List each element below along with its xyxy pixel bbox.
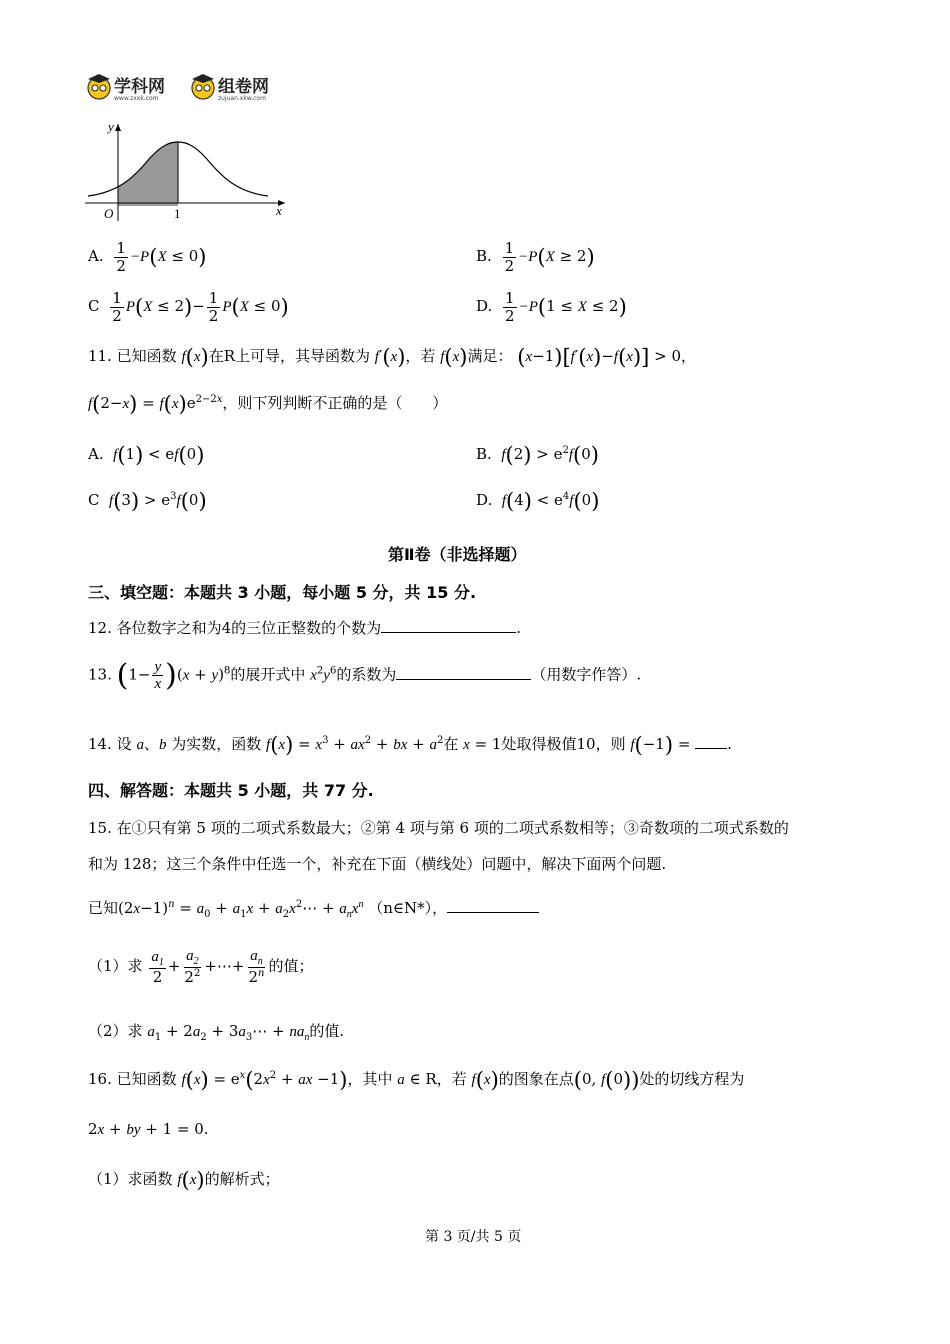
normal-curve-graph xyxy=(80,116,295,226)
x-axis-label: x xyxy=(276,203,282,218)
mascot-icon xyxy=(86,72,112,100)
mascot-icon xyxy=(190,72,216,100)
q15-condition-blank[interactable] xyxy=(447,898,539,913)
logo2-text: 组卷网 xyxy=(218,77,269,97)
q13: 13. (1− $\frac{y}{x}$ )$(x + y)^8$的展开式中 $x^2y^6$的系数为 （用数字作答）. xyxy=(88,658,642,693)
q16-line1: 16. 已知函数 $f(x) = e^x(2x^2$ + ax −1)，其中 a ∈ R，若 f(x)的图象在点(0, f(0))处的切线方程为 xyxy=(88,1068,745,1092)
q13-answer-blank[interactable] xyxy=(396,665,531,680)
q15-sub1: （1）求 $\frac{a_1}{2}$ + $\frac{a_2}{2^2}$ +⋯+ $\frac{a_n}{2^n}$ 的值； xyxy=(88,948,314,986)
q15-known: 已知$(2x-1)^n = a_0 + a_1x$ + $a_2x^2\cdots + a_nx^n$ （n∈N*）， xyxy=(88,897,539,920)
q15-line2: 和为 128；这三个条件中任选一个，补充在下面（横线处）问题中，解决下面两个问题. xyxy=(88,855,667,873)
tick-label-1: 1 xyxy=(174,206,181,221)
q10-option-a[interactable]: A. $\frac{1}{2}$ −P(X ≤ 0) xyxy=(88,239,207,275)
q11-option-a[interactable]: A. f(1) < ef(0) xyxy=(88,443,205,467)
q14: 14. 设 a、b 为实数，函数 $f(x) = x^3 + ax^2$ + bx + $a^2$在 x = 1处取得极值10，则 f(−1) = . xyxy=(88,733,732,757)
q10-option-d[interactable]: D. $\frac{1}{2}$ −P(1 ≤ X ≤ 2) xyxy=(476,289,627,325)
q10-option-b[interactable]: B. $\frac{1}{2}$ −P(X ≥ 2) xyxy=(476,239,595,275)
q11-option-d[interactable]: D. $f(4) < e^4f(0)$ xyxy=(476,489,600,513)
q12-answer-blank[interactable] xyxy=(381,618,516,633)
q12: 12. 各位数字之和为4的三位正整数的个数为 . xyxy=(88,619,521,637)
part-3-heading: 三、填空题：本题共 3 小题，每小题 5 分，共 15 分. xyxy=(88,583,477,602)
q16-line2: 2x + by + 1 = 0. xyxy=(88,1120,209,1138)
q11-option-b[interactable]: B. $f(2) > e^2f(0)$ xyxy=(476,443,599,467)
q11-stem-line1: 11. 已知函数 f(x)在R上可导，其导函数为 f′(x)，若 f(x)满足： (x−1)[f′(x)−f(x)] > 0， xyxy=(88,345,697,369)
part-4-heading: 四、解答题：本题共 5 小题，共 77 分. xyxy=(88,781,374,800)
origin-label: O xyxy=(104,206,114,221)
logo2-sub: zujuan.xkw.com xyxy=(218,95,266,102)
page-footer: 第 3 页/共 5 页 xyxy=(425,1229,522,1245)
q15-sub2: （2）求 $a_1 + 2a_2$ + $3a_3\cdots + na_n$的值. xyxy=(88,1022,345,1043)
logo1-sub: www.zxxk.com xyxy=(114,95,159,102)
q14-answer-blank[interactable] xyxy=(695,734,727,749)
q10-option-c[interactable]: C $\frac{1}{2}$ P(X ≤ 2)− $\frac{1}{2}$ P(X ≤ 0) xyxy=(88,289,289,325)
q16-sub1: （1）求函数 f(x)的解析式； xyxy=(88,1168,280,1192)
q15-line1: 15. 在①只有第 5 项的二项式系数最大；②第 4 项与第 6 项的二项式系数相等；③奇数项的二项式系数的 xyxy=(88,819,789,837)
q11-stem-line2: $f(2-x) = f(x)e^{2-2x}$，则下列判断不正确的是（ ） xyxy=(88,392,448,416)
logo1-text: 学科网 xyxy=(114,77,165,97)
logo-zujuan xyxy=(190,70,290,106)
y-axis-label: y xyxy=(108,119,114,134)
q11-option-c[interactable]: C $f(3) > e^3f(0)$ xyxy=(88,489,207,513)
logo-zxxk xyxy=(86,70,181,106)
section-2-title: 第Ⅱ卷（非选择题） xyxy=(388,545,527,564)
